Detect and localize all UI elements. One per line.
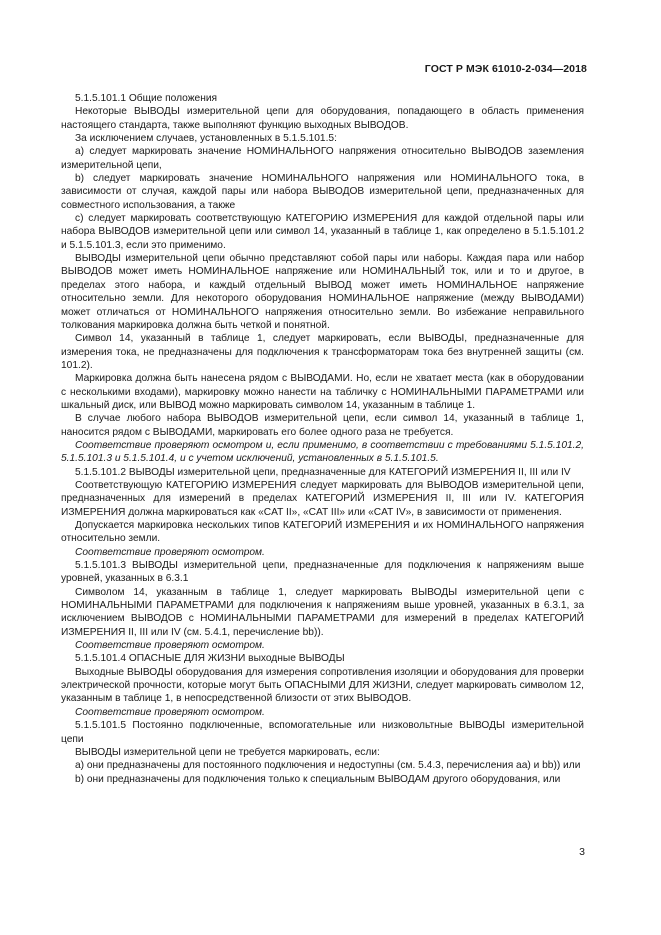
page-number: 3 bbox=[579, 846, 585, 858]
paragraph: Соответствие проверяют осмотром. bbox=[75, 640, 265, 652]
paragraph: a) они предназначены для постоянного подключения и недоступны (см. 5.4.3, перечисления аа) и bb)) или bbox=[75, 760, 581, 772]
paragraph: b) они предназначены для подключения только к специальным ВЫВОДАМ другого оборудования, или bbox=[75, 773, 561, 785]
paragraph: Допускается маркировка нескольких типов КАТЕГОРИЙ ИЗМЕРЕНИЯ и их НОМИНАЛЬНОГО напряжения относительно земли. bbox=[61, 520, 584, 545]
paragraph: 5.1.5.101.5 Постоянно подключенные, вспомогательные или низковольтные ВЫВОДЫ измерительной цепи bbox=[61, 720, 584, 745]
document-body bbox=[61, 92, 584, 786]
paragraph: Маркировка должна быть нанесена рядом с ВЫВОДАМИ. Но, если не хватает места (как в оборудовании с несколькими входами), маркировку можно нанести на табличку с НОМИНАЛЬНЫМИ ПАРАМЕТРАМИ или шкальный диск, или ВЫВОД можно маркировать символом 14, указанным в таблице 1. bbox=[61, 373, 584, 411]
paragraph: ВЫВОДЫ измерительной цепи не требуется маркировать, если: bbox=[75, 746, 380, 758]
paragraph: Соответствие проверяют осмотром. bbox=[75, 546, 265, 558]
document-header: ГОСТ Р МЭК 61010-2-034—2018 bbox=[424, 63, 587, 75]
paragraph: 5.1.5.101.4 ОПАСНЫЕ ДЛЯ ЖИЗНИ выходные ВЫВОДЫ bbox=[75, 653, 345, 665]
paragraph: Соответствие проверяют осмотром. bbox=[75, 706, 265, 718]
paragraph: ВЫВОДЫ измерительной цепи обычно представляют собой пары или наборы. Каждая пара или набор ВЫВОДОВ может иметь НОМИНАЛЬНОЕ напряжение или НОМИНАЛЬНЫЙ ток, или и то и другое, в пределах этого набора, и каждый отдельный ВЫВОД может иметь НОМИНАЛЬНОЕ напряжение относительно земли. Для некоторого оборудования НОМИНАЛЬНОЕ напряжение (между ВЫВОДАМИ) может отличаться от НОМИНАЛЬНОГО напряжения относительно земли. Во избежание неправильного толкования маркировка должна быть четкой и понятной. bbox=[61, 253, 584, 331]
paragraph: Выходные ВЫВОДЫ оборудования для измерения сопротивления изоляции и оборудования для проверки электрической прочности, которые могут быть ОПАСНЫМИ ДЛЯ ЖИЗНИ, следует маркировать символом 12, указанным в таблице 1, в непосредственной близости от этих ВЫВОДОВ. bbox=[61, 666, 584, 705]
paragraph: Соответствие проверяют осмотром и, если применимо, в соответствии с требованиями 5.1.5.101.2, 5.1.5.101.3 и 5.1.5.101.4, и с учетом исключений, установленных в 5.1.5.101.5. bbox=[61, 439, 584, 465]
paragraph: В случае любого набора ВЫВОДОВ измерительной цепи, если символ 14, указанный в таблице 1, наносится рядом с ВЫВОДАМИ, маркировать его более одного раза не требуется. bbox=[61, 413, 584, 438]
paragraph: 5.1.5.101.3 ВЫВОДЫ измерительной цепи, предназначенные для подключения к напряжениям выше уровней, указанных в 6.3.1 bbox=[61, 560, 584, 585]
paragraph: c) следует маркировать соответствующую КАТЕГОРИЮ ИЗМЕРЕНИЯ для каждой отдельной пары или набора ВЫВОДОВ измерительной цепи или символ 14, указанный в таблице 1, как определено в 5.1.5.101.2 и 5.1.5.101.3, если это применимо. bbox=[61, 213, 584, 251]
paragraph: Символ 14, указанный в таблице 1, следует маркировать, если ВЫВОДЫ, предназначенные для измерения тока, не предназначены для подключения к трансформаторам тока без внутренней защиты (см. 101.2). bbox=[61, 333, 584, 371]
paragraph: Символом 14, указанным в таблице 1, следует маркировать ВЫВОДЫ измерительной цепи с НОМИНАЛЬНЫМИ ПАРАМЕТРАМИ для подключения к напряжениям выше уровней, указанных в 6.3.1, за исключением ВЫВОДОВ с НОМИНАЛЬНЫМИ ПАРАМЕТРАМИ для измерений в пределах КАТЕГОРИЙ ИЗМЕРЕНИЯ II, III или IV (см. 5.4.1, перечисление bb)). bbox=[61, 586, 584, 638]
paragraph: a) следует маркировать значение НОМИНАЛЬНОГО напряжения относительно ВЫВОДОВ заземления измерительной цепи, bbox=[61, 146, 584, 171]
paragraph: За исключением случаев, установленных в 5.1.5.101.5: bbox=[75, 133, 337, 145]
paragraph: 5.1.5.101.1 Общие положения bbox=[75, 93, 218, 104]
paragraph: Некоторые ВЫВОДЫ измерительной цепи для оборудования, попадающего в область применения настоящего стандарта, также выполняют функцию выходных ВЫВОДОВ. bbox=[61, 106, 584, 131]
paragraph: b) следует маркировать значение НОМИНАЛЬНОГО напряжения или НОМИНАЛЬНОГО тока, в зависимости от случая, каждой пары или набора ВЫВОДОВ измерительной цепи, предназначенных для совместного использования, а также bbox=[61, 173, 584, 211]
paragraph: Соответствующую КАТЕГОРИЮ ИЗМЕРЕНИЯ следует маркировать для ВЫВОДОВ измерительной цепи, предназначенных для измерений в пределах КАТЕГОРИЙ ИЗМЕРЕНИЯ II, III или IV. КАТЕГОРИЯ ИЗМЕРЕНИЯ должна маркироваться как «CAT II», «CAT III» или «CAT IV», в зависимости от применения. bbox=[61, 479, 584, 518]
paragraph: 5.1.5.101.2 ВЫВОДЫ измерительной цепи, предназначенные для КАТЕГОРИЙ ИЗМЕРЕНИЯ II, III или IV bbox=[75, 466, 571, 478]
